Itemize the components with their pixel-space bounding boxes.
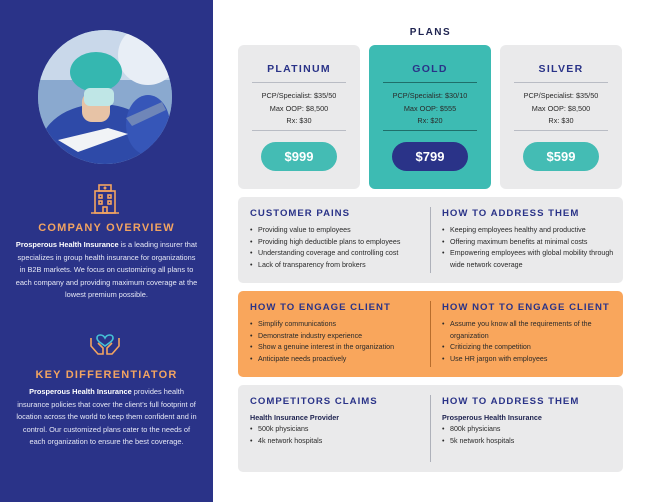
plan-card-gold [369, 45, 491, 189]
divider [514, 130, 608, 131]
list-item: • 5k network hospitals [442, 436, 620, 448]
not-engage-client-column [442, 302, 620, 365]
company-overview-title: COMPANY OVERVIEW [38, 222, 175, 234]
heart-hands-icon [88, 324, 122, 358]
plan-details [238, 90, 360, 128]
engage-client-box [238, 291, 623, 377]
list-item: • Empowering employees with global mobility through wide network coverage [442, 248, 620, 271]
not-engage-client-title: HOW NOT TO ENGAGE CLIENT [442, 302, 610, 313]
competitors-subtitle: Health Insurance Provider [250, 413, 340, 422]
engage-client-title: HOW TO ENGAGE CLIENT [250, 302, 391, 313]
list-item: • Criticizing the competition [442, 342, 620, 354]
plan-copay: PCP/Specialist: $35/50 [523, 91, 599, 100]
plan-copay: PCP/Specialist: $30/10 [392, 91, 468, 100]
plan-card-platinum [238, 45, 360, 189]
plan-price-button[interactable]: $599 [523, 142, 599, 171]
plan-rx: Rx: $20 [417, 116, 443, 125]
list-item: • Simplify communications [250, 319, 428, 331]
plan-rx: Rx: $30 [286, 116, 312, 125]
left-panel [0, 0, 213, 502]
plan-name: PLATINUM [267, 63, 331, 75]
doctor-photo [38, 30, 172, 164]
address-pains-column [442, 208, 620, 271]
list-item: • Understanding coverage and controlling cost [250, 248, 428, 260]
list-item: • Use HR jargon with employees [442, 354, 620, 366]
plan-max-oop: Max OOP: $8,500 [269, 103, 329, 113]
plan-name: GOLD [412, 63, 448, 75]
engage-client-list [250, 319, 428, 365]
plan-name: SILVER [538, 63, 584, 75]
list-item: • Lack of transparency from brokers [250, 260, 428, 272]
list-item: • Demonstrate industry experience [250, 331, 428, 343]
differentiator-company-name: Prosperous Health Insurance [29, 387, 132, 396]
divider [383, 130, 477, 131]
list-item: • Providing high deductible plans to employees [250, 237, 428, 249]
key-differentiator-title: KEY DIFFERENTIATOR [35, 369, 178, 381]
not-engage-client-list [442, 319, 620, 365]
plans-title: PLANS [409, 27, 452, 38]
address-competitors-list [442, 424, 620, 447]
divider [252, 130, 346, 131]
hospital-icon [88, 182, 122, 216]
list-item: • Assume you know all the requirements of the organization [442, 319, 620, 342]
plan-details [369, 90, 491, 128]
competitors-box [238, 385, 623, 472]
engage-client-column [250, 302, 428, 365]
divider [383, 82, 477, 83]
list-item: • 4k network hospitals [250, 436, 428, 448]
competitors-title: COMPETITORS CLAIMS [250, 396, 378, 407]
address-competitors-column [442, 396, 620, 447]
plan-rx: Rx: $30 [548, 116, 574, 125]
competitors-list [250, 424, 428, 447]
customer-pains-box [238, 197, 623, 283]
key-differentiator-body: provides health insurance policies that cover the client’s full footprint of location across the world to keep them confident and in control. Our customized plans cater to the needs of each organization to ensure the best coverage. [16, 387, 197, 447]
plan-card-silver [500, 45, 622, 189]
list-item: • Keeping employees healthy and productive [442, 225, 620, 237]
key-differentiator-text [14, 386, 199, 449]
list-item: • Providing value to employees [250, 225, 428, 237]
divider [252, 82, 346, 83]
company-overview-text [14, 239, 199, 302]
list-item: • Offering maximum benefits at minimal costs [442, 237, 620, 249]
list-item: • Anticipate needs proactively [250, 354, 428, 366]
column-divider [430, 395, 431, 462]
address-competitors-subtitle: Prosperous Health Insurance [442, 413, 542, 422]
column-divider [430, 207, 431, 273]
list-item: • 800k physicians [442, 424, 620, 436]
plan-copay: PCP/Specialist: $35/50 [261, 91, 337, 100]
list-item: • Show a genuine interest in the organization [250, 342, 428, 354]
plan-max-oop: Max OOP: $8,500 [531, 103, 591, 113]
plan-details [500, 90, 622, 128]
company-overview-body: is a leading insurer that specializes in group health insurance for organizations in B2B markets. We focus on customizing all plans to each company and providing maximum coverage at the lowest premium possible. [15, 240, 198, 300]
customer-pains-column [250, 208, 428, 271]
address-competitors-title: HOW TO ADDRESS THEM [442, 396, 580, 407]
divider [514, 82, 608, 83]
competitors-column [250, 396, 428, 447]
customer-pains-list [250, 225, 428, 271]
list-item: • 500k physicians [250, 424, 428, 436]
company-name: Prosperous Health Insurance [15, 240, 119, 249]
customer-pains-title: CUSTOMER PAINS [250, 208, 350, 219]
column-divider [430, 301, 431, 367]
address-pains-list [442, 225, 620, 271]
plan-price-button[interactable]: $999 [261, 142, 337, 171]
address-pains-title: HOW TO ADDRESS THEM [442, 208, 580, 219]
plan-max-oop: Max OOP: $555 [403, 103, 457, 113]
plan-price-button[interactable]: $799 [392, 142, 468, 171]
